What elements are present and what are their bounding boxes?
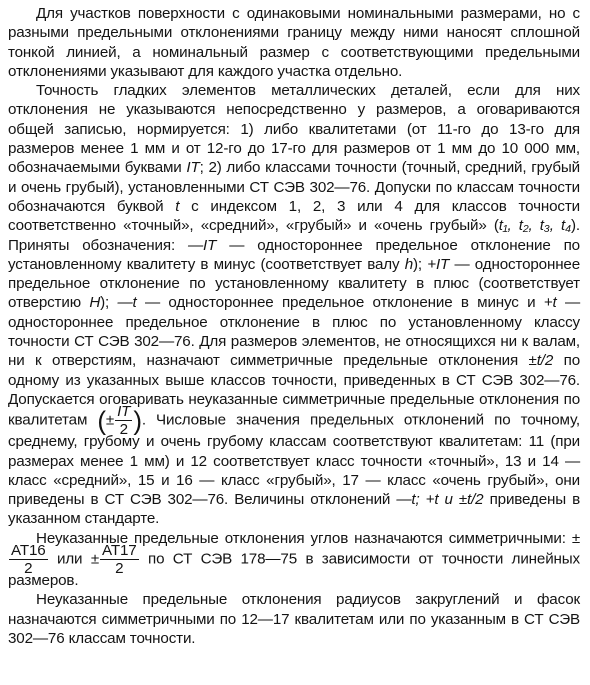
fraction-numerator: AT17 — [102, 542, 137, 560]
fraction-numerator: AT16 — [11, 542, 46, 560]
symbol-h: h — [404, 255, 413, 273]
text-span: — одностороннее предельное отклонение в минус и — [136, 294, 544, 312]
paragraph-accuracy — [8, 81, 580, 529]
symbol-deviation-values: —t; +t и ±t/2 — [396, 491, 484, 509]
text-span: . Числовые значения предельных отклонений по точному, среднему, грубому и очень грубому классам соответствуют квалитетам: 11 (при размерах менее 1 мм) и 12 соответствует класс точности «точный», 13 и 14 — класс «средний», 15 и 16 — класс «грубый», 17 — класс «очень грубый», они приведены в СТ СЭВ 302—76. Величины отклонений — [8, 411, 580, 509]
symbol-pm-t-half: ±t/2 — [528, 352, 554, 370]
text-span: Точность гладких элементов металлических деталей, если для них отклонения не указываются непосредственно у размеров, а оговариваются общей записью, нормируется: 1) либо квалитетами (от 11-го до 13-го для размеров менее 1 мм и от 12-го до 17-го для размеров от 1 мм до 10 000 мм, обозначаемыми буквами — [8, 82, 580, 177]
symbol-t: t — [175, 197, 180, 215]
fraction-denominator: 2 — [24, 560, 33, 578]
text-span: с индексом 1, 2, 3 или 4 для классов точности соответственно «точный», «средний», «грубый» и «очень грубый» ( — [8, 197, 580, 235]
text-span: ); — [100, 294, 118, 312]
symbol-t-list: t₁, t₂, t₃, t₄ — [498, 217, 572, 235]
fraction-denominator: 2 — [119, 421, 128, 439]
paragraph-boundaries-text: Для участков поверхности с одинаковыми номинальными размерами, но с разными предельными отклонениями границу между ними наносят сплошной тонкой линией, а номинальный размер с соответствующими предельными отклонениями указывают для каждого участка отдельно. — [8, 5, 580, 80]
text-span: по СТ СЭВ 178—75 в зависимости от точности линейных размеров. — [8, 550, 580, 590]
symbol-IT: IT — [186, 159, 200, 177]
paragraph-radii-text: Неуказанные предельные отклонения радиусов закруглений и фасок назначаются симметричными по 12—17 квалитетам или по указанным в СТ СЭВ 302—76 классам точности. — [8, 591, 580, 647]
symbol-plus-IT: +IT — [427, 255, 450, 273]
paragraph-radii — [8, 590, 580, 648]
text-span: или — [48, 550, 91, 568]
paren-open: ( — [97, 405, 106, 436]
text-span: ). Приняты обозначения: — [8, 217, 580, 254]
fraction-numerator: IT — [117, 403, 131, 421]
symbol-H: H — [89, 294, 101, 312]
fraction-denominator: 2 — [115, 560, 124, 578]
fraction-pm-sign: ± — [105, 411, 115, 429]
paren-close: ) — [133, 405, 142, 436]
text-span: Неуказанные предельные отклонения углов назначаются симметричными: — [36, 529, 572, 547]
text-span: — одностороннее предельное отклонение по установленному квалитету в минус (соответствует валу — [8, 236, 580, 273]
symbol-plus-t: +t — [543, 294, 557, 312]
text-span: — одностороннее предельное отклонение в плюс по установленному классу точности СТ СЭВ 302—76. Для размеров элементов, не относящихся ни к валам, ни к отверстиям, назначают симметричные предельные отклонения — [8, 294, 580, 370]
text-span: ; 2) либо классами точности (точный, средний, грубый и очень грубый), установленными СТ СЭВ 302—76. Допуски по классам точности обозначаются буквой — [8, 159, 580, 215]
text-span: — одностороннее предельное отклонение по установленному квалитету в плюс (соответствует отверстию — [8, 255, 581, 312]
fraction-pm-sign: ± — [90, 550, 99, 568]
paragraph-angles — [8, 529, 580, 591]
text-span: ); — [413, 255, 428, 273]
text-span: приведены в указанном стандарте. — [8, 491, 580, 528]
symbol-minus-t: —t — [117, 294, 137, 312]
text-span: по одному из указанных выше классов точности, приведенных в СТ СЭВ 302—76. Допускается оговаривать неуказанные симметричные предельные отклонения по квалитетам — [8, 352, 580, 429]
fraction-AT17-half — [100, 542, 139, 577]
symbol-minus-IT: —IT — [188, 236, 217, 254]
paragraph-boundaries — [8, 4, 580, 81]
fraction-pm-sign: ± — [571, 529, 580, 547]
